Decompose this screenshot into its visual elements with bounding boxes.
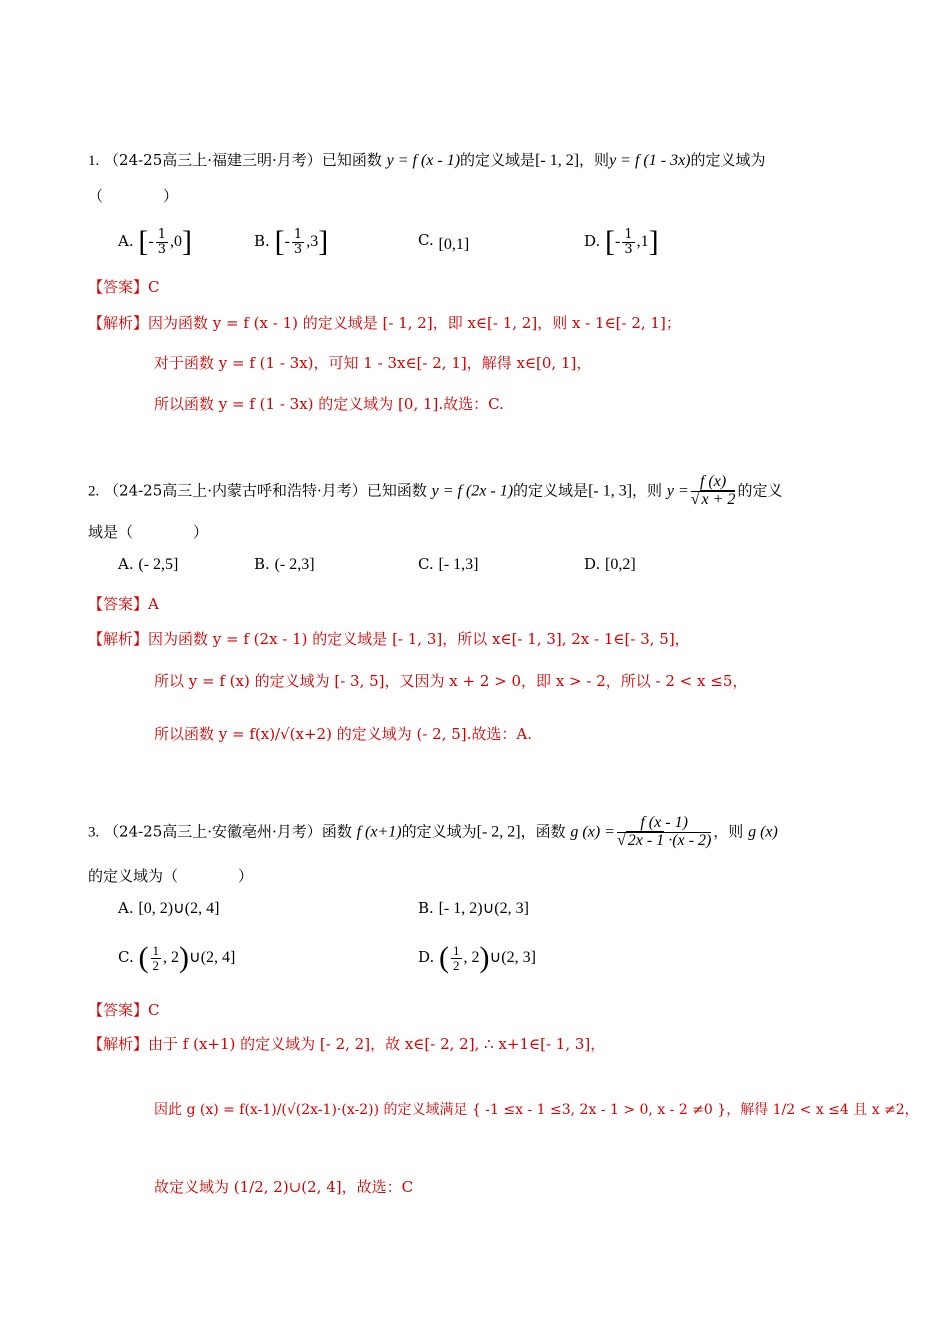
q3-analysis-1: 【解析】由于 f (x+1) 的定义域为 [- 2, 2]，故 x∈[- 2, 2], ∴ x+1∈[- 1, 3]， bbox=[88, 1035, 606, 1053]
q3-stem: 3. （24-25高三上·安徽亳州·月考）函数 f (x+1)的定义域为[- 2, 2]，函数 g (x) = $\frac{f (x - 1)}{√ 2x - 1 \cdot(x - 2)}$ ，则 g (x) bbox=[88, 814, 778, 849]
q2-analysis-3: 所以函数 y = f(x)/√(x+2) 的定义域为 (- 2, 5].故选：A. bbox=[154, 725, 533, 743]
q1-analysis-3: 所以函数 y = f (1 - 3x) 的定义域为 [0, 1].故选：C. bbox=[154, 395, 504, 413]
q1-stem: 1. （24-25高三上·福建三明·月考）已知函数 y = f (x - 1)的定义域是[- 1, 2]，则y = f (1 - 3x)的定义域为 bbox=[88, 151, 766, 169]
q2-answer: 【答案】A bbox=[88, 595, 159, 613]
q2-fn2: y = bbox=[666, 482, 689, 500]
q2-source: （24-25高三上·内蒙古呼和浩特·月考） bbox=[104, 481, 367, 500]
q1-fn2: y = f (1 - 3x) bbox=[609, 152, 691, 169]
q3-option-b[interactable]: B. [- 1, 2)∪(2, 3] bbox=[418, 899, 529, 917]
q2-domain: [- 1, 3] bbox=[588, 482, 633, 500]
q2-number: 2. bbox=[88, 483, 100, 500]
q1-domain: [- 1, 2] bbox=[535, 152, 580, 169]
q3-stem-cont: 的定义域为（ ） bbox=[88, 867, 254, 885]
q2-option-c[interactable]: C. [- 1,3] bbox=[418, 555, 479, 573]
q1-blank: （ ） bbox=[88, 187, 179, 205]
q1-analysis-1: 【解析】因为函数 y = f (x - 1) 的定义域是 [- 1, 2]，即 x∈[- 1, 2]，则 x - 1∈[- 2, 1]； bbox=[88, 314, 681, 332]
q2-stem: 2. （24-25高三上·内蒙古呼和浩特·月考）已知函数 y = f (2x - 1)的定义域是[- 1, 3]，则 y = $\frac{f (x)}{√ x + 2}$ 的定义 bbox=[88, 473, 783, 508]
q3-option-c[interactable]: C. ( $\frac{1}{2}$ , 2)∪(2, 4] bbox=[118, 941, 236, 975]
q3-answer: 【答案】C bbox=[88, 1001, 160, 1019]
q1-fn1: y = f (x - 1) bbox=[386, 152, 461, 169]
q1-analysis-2: 对于函数 y = f (1 - 3x)，可知 1 - 3x∈[- 2, 1]，解得 x∈[0, 1]， bbox=[154, 354, 592, 372]
q3-option-a[interactable]: A. [0, 2)∪(2, 4] bbox=[118, 899, 220, 917]
q2-option-b[interactable]: B. (- 2,3] bbox=[254, 555, 315, 573]
q1-answer: 【答案】C bbox=[88, 278, 160, 296]
q1-option-a[interactable]: A. [- $\frac{1}{3}$ ,0] bbox=[118, 225, 192, 259]
q1-option-d[interactable]: D. [- $\frac{1}{3}$ ,1] bbox=[584, 225, 659, 259]
q1-source: （24-25高三上·福建三明·月考） bbox=[104, 151, 322, 169]
q3-fn2-fraction: $\frac{f (x - 1)}{√ 2x - 1 \cdot(x - 2)}$ bbox=[616, 814, 712, 849]
q3-analysis-2: 因此 g (x) = f(x-1)/(√(2x-1)·(x-2)) 的定义域满足 { -1 ≤x - 1 ≤3, 2x - 1 > 0, x - 2 ≠0 }，解得 1/2 < x ≤4 且 x ≠2， bbox=[154, 1102, 919, 1118]
q1-option-b[interactable]: B. [- $\frac{1}{3}$ ,3] bbox=[254, 225, 329, 259]
q2-analysis-1: 【解析】因为函数 y = f (2x - 1) 的定义域是 [- 1, 3]，所以 x∈[- 1, 3], 2x - 1∈[- 3, 5]， bbox=[88, 630, 690, 648]
q3-analysis-3: 故定义域为 (1/2, 2)∪(2, 4]，故选：C bbox=[154, 1178, 414, 1196]
q3-domain: [- 2, 2] bbox=[476, 823, 521, 841]
q3-source: （24-25高三上·安徽亳州·月考） bbox=[104, 822, 322, 841]
q2-option-d[interactable]: D. [0,2] bbox=[584, 555, 636, 573]
q3-fn2: g (x) = bbox=[570, 823, 615, 841]
q3-number: 3. bbox=[88, 824, 100, 841]
q2-analysis-2: 所以 y = f (x) 的定义域为 [- 3, 5]，又因为 x + 2 > 0，即 x > - 2，所以 - 2 < x ≤5， bbox=[154, 672, 748, 690]
q1-option-c[interactable]: C. [0,1] bbox=[418, 231, 470, 253]
q2-fn2-fraction: $\frac{f (x)}{√ x + 2}$ bbox=[690, 473, 736, 508]
q1-number: 1. bbox=[88, 153, 100, 169]
q3-option-d[interactable]: D. ( $\frac{1}{2}$ , 2)∪(2, 3] bbox=[418, 941, 536, 975]
q2-stem-cont: 域是（ ） bbox=[88, 523, 209, 541]
q2-option-a[interactable]: A. (- 2,5] bbox=[118, 555, 179, 573]
q3-fn1: f (x+1) bbox=[356, 823, 402, 841]
q2-fn1: y = f (2x - 1) bbox=[431, 482, 514, 500]
q3-gx: g (x) bbox=[748, 823, 778, 841]
